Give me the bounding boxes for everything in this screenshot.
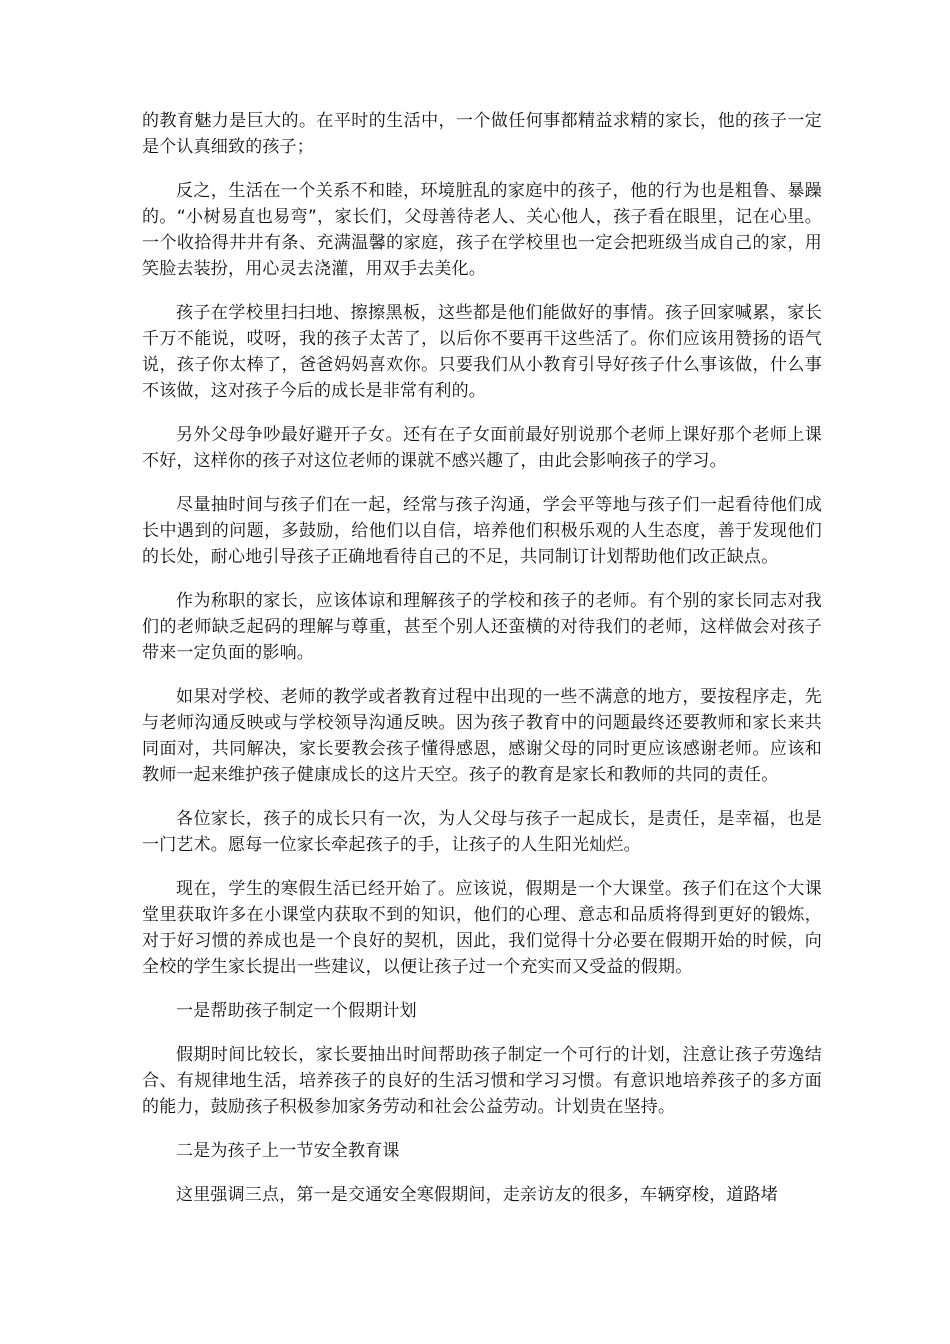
paragraph-1: 的教育魅力是巨大的。在平时的生活中，一个做任何事都精益求精的家长，他的孩子一定是个认真细致的孩子；	[142, 111, 822, 157]
paragraph-4: 另外父母争吵最好避开子女。还有在子女面前最好别说那个老师上课好那个老师上课不好，这样你的孩子对这位老师的课就不感兴趣了，由此会影响孩子的学习。	[142, 425, 822, 471]
paragraph-plan: 假期时间比较长，家长要抽出时间帮助孩子制定一个可行的计划，注意让孩子劳逸结合、有规律地生活，培养孩子的良好的生活习惯和学习习惯。有意识地培养孩子的多方面的能力，鼓励孩子积极参加家务劳动和社会公益劳动。计划贵在坚持。	[142, 1045, 822, 1117]
section-heading-safety: 二是为孩子上一节安全教育课	[176, 1141, 400, 1161]
paragraph-9: 现在，学生的寒假生活已经开始了。应该说，假期是一个大课堂。孩子们在这个大课堂里获取许多在小课堂内获取不到的知识，他们的心理、意志和品质将得到更好的锻炼，对于好习惯的养成也是一个良好的契机，因此，我们觉得十分必要在假期开始的时候，向全校的学生家长提出一些建议，以便让孩子过一个充实而又受益的假期。	[142, 879, 822, 977]
paragraph-6: 作为称职的家长，应该体谅和理解孩子的学校和孩子的老师。有个别的家长同志对我们的老师缺乏起码的理解与尊重，甚至个别人还蛮横的对待我们的老师，这样做会对孩子带来一定负面的影响。	[142, 591, 822, 663]
paragraph-5: 尽量抽时间与孩子们在一起，经常与孩子沟通，学会平等地与孩子们一起看待他们成长中遇到的问题，多鼓励，给他们以自信，培养他们积极乐观的人生态度，善于发现他们的长处，耐心地引导孩子正确地看待自己的不足，共同制订计划帮助他们改正缺点。	[142, 495, 822, 567]
paragraph-7: 如果对学校、老师的教学或者教育过程中出现的一些不满意的地方，要按程序走，先与老师沟通反映或与学校领导沟通反映。因为孩子教育中的问题最终还要教师和家长来共同面对，共同解决，家长要教会孩子懂得感恩，感谢父母的同时更应该感谢老师。应该和教师一起来维护孩子健康成长的这片天空。孩子的教育是家长和教师的共同的责任。	[142, 687, 822, 785]
paragraph-2: 反之，生活在一个关系不和睦，环境脏乱的家庭中的孩子，他的行为也是粗鲁、暴躁的。“小树易直也易弯”，家长们，父母善待老人、关心他人，孩子看在眼里，记在心里。一个收拾得井井有条、充满温馨的家庭，孩子在学校里也一定会把班级当成自己的家，用笑脸去装扮，用心灵去浇灌，用双手去美化。	[142, 181, 822, 279]
paragraph-safety: 这里强调三点，第一是交通安全寒假期间，走亲访友的很多，车辆穿梭，道路堵	[176, 1185, 778, 1205]
document-page	[142, 108, 822, 1226]
section-heading-plan: 一是帮助孩子制定一个假期计划	[176, 1001, 417, 1021]
paragraph-8: 各位家长，孩子的成长只有一次，为人父母与孩子一起成长，是责任，是幸福，也是一门艺术。愿每一位家长牵起孩子的手，让孩子的人生阳光灿烂。	[142, 809, 822, 855]
paragraph-3: 孩子在学校里扫扫地、擦擦黑板，这些都是他们能做好的事情。孩子回家喊累，家长千万不能说，哎呀，我的孩子太苦了，以后你不要再干这些活了。你们应该用赞扬的语气说，孩子你太棒了，爸爸妈妈喜欢你。只要我们从小教育引导好孩子什么事该做，什么事不该做，这对孩子今后的成长是非常有利的。	[142, 303, 822, 401]
